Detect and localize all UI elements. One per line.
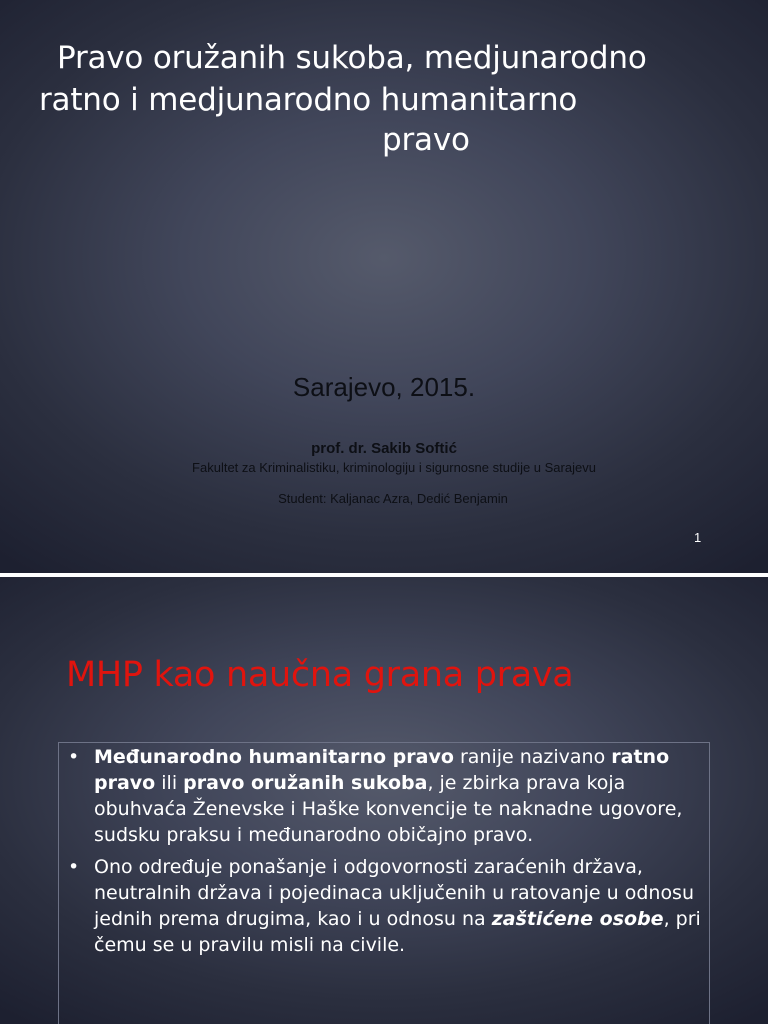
slide-heading: MHP kao naučna grana prava xyxy=(66,655,574,695)
page-number: 1 xyxy=(694,530,702,545)
bullet-run-bold: pravo oružanih sukoba xyxy=(183,772,428,794)
bullet-run: , pri čemu se u pravilu misli na civile. xyxy=(94,908,701,956)
bullet-text xyxy=(94,856,701,956)
bullet-run-bold: Međunarodno humanitarno pravo xyxy=(94,746,454,768)
bullet-glyph: • xyxy=(68,746,80,768)
professor-name: prof. dr. Sakib Softić xyxy=(311,440,457,457)
title-line-3: pravo xyxy=(382,122,470,158)
bullet-item-1 xyxy=(66,744,706,848)
bullet-run: ranije nazivano xyxy=(453,746,612,768)
faculty-name: Fakultet za Kriminalistiku, kriminologiju i sigurnosne studije u Sarajevu xyxy=(192,460,596,475)
title-line-1: Pravo oružanih sukoba, medjunarodno xyxy=(57,40,647,76)
bullet-glyph: • xyxy=(68,856,80,878)
bullet-run: Ono određuje ponašanje i odgovornosti zaraćenih država, neutralnih država i pojedinaca uključenih u ratovanje u odnosu jednih prema drugima, kao i u odnosu na xyxy=(94,856,695,930)
title-line-2: ratno i medjunarodno humanitarno xyxy=(39,82,578,118)
city-year: Sarajevo, 2015. xyxy=(292,372,476,402)
bullet-item-2 xyxy=(66,854,706,958)
student-names: Student: Kaljanac Azra, Dedić Benjamin xyxy=(278,491,508,506)
bullet-run-bold-italic: zaštićene osobe xyxy=(491,908,664,930)
bullet-run-bold: ratno pravo xyxy=(94,746,670,794)
bullet-list xyxy=(66,744,706,964)
bullet-run: ili xyxy=(155,772,184,794)
bullet-text xyxy=(94,746,682,846)
content-slide xyxy=(0,577,768,1024)
bullet-run: , je zbirka prava koja obuhvaća Ženevske i Haške konvencije te naknadne ugovore, sudsku praksu i međunarodno običajno pravo. xyxy=(94,772,683,846)
